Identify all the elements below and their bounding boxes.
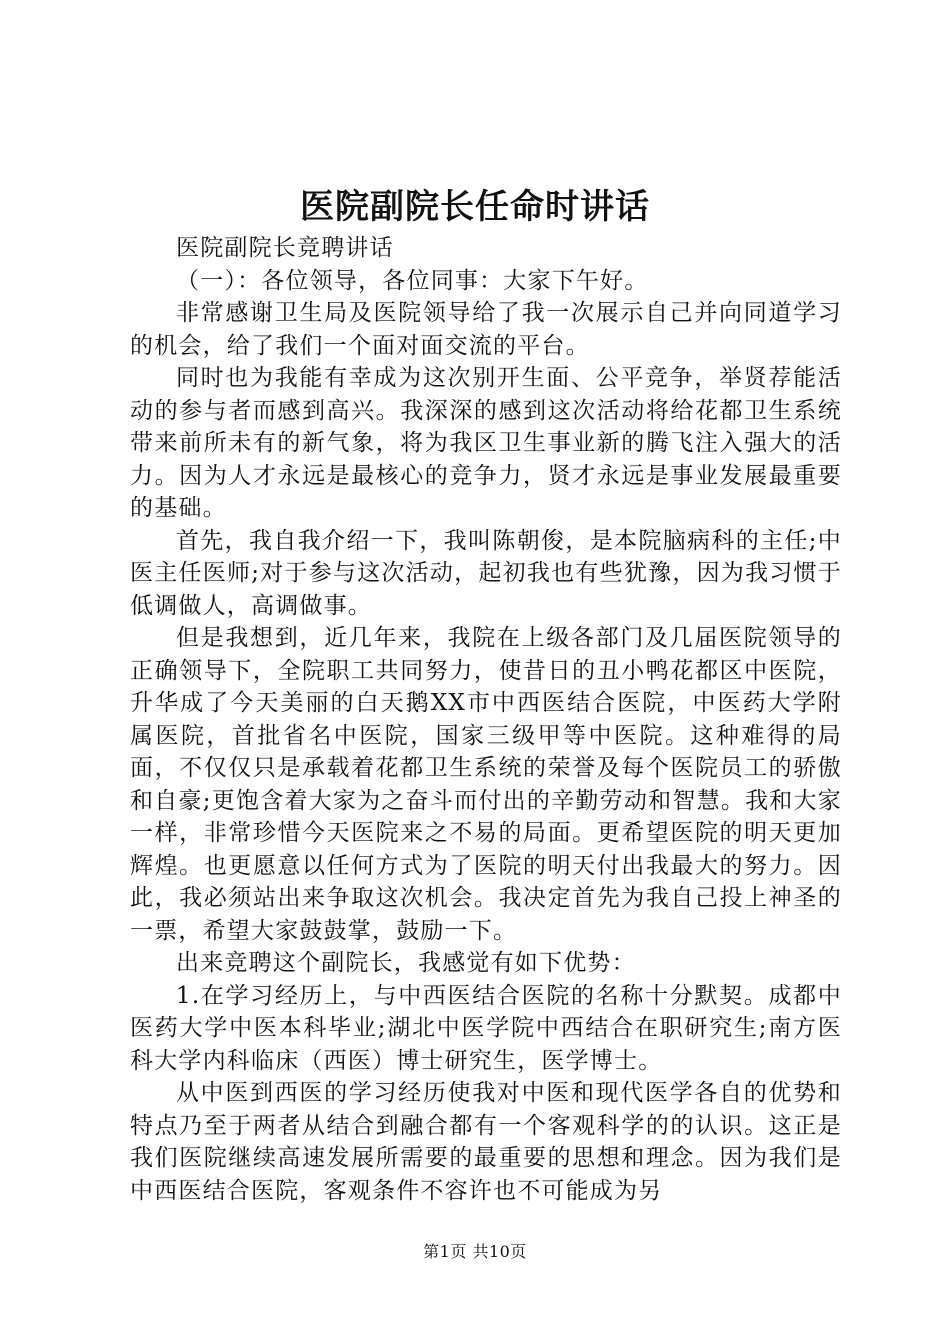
paragraph: 从中医到西医的学习经历使我对中医和现代医学各自的优势和特点乃至于两者从结合到融合都有一个客观科学的的认识。这正是我们医院继续高速发展所需要的最重要的思想和理念。因为我们是中西医结合医院，客观条件不容许也不可能成为另 [130,1080,842,1204]
paragraph: 医院副院长竞聘讲话 [176,235,394,261]
paragraph: 1.在学习经历上，与中西医结合医院的名称十分默契。成都中医药大学中医本科毕业;湖北中医学院中西结合在职研究生;南方医科大学内科临床（西医）博士研究生，医学博士。 [130,982,842,1074]
paragraph: 同时也为我能有幸成为这次别开生面、公平竞争，举贤荐能活动的参与者而感到高兴。我深深的感到这次活动将给花都卫生系统带来前所未有的新气象，将为我区卫生事业新的腾飞注入强大的活力。因为人才永远是最核心的竞争力，贤才永远是事业发展最重要的基础。 [130,365,842,521]
document-body [130,232,842,1207]
page-footer: 第1页 共10页 [423,1242,527,1261]
paragraph: 但是我想到，近几年来，我院在上级各部门及几届医院领导的正确领导下，全院职工共同努力，使昔日的丑小鸭花都区中医院，升华成了今天美丽的白天鹅XX市中西医结合医院，中医药大学附属医院，首批省名中医院，国家三级甲等中医院。这种难得的局面，不仅仅只是承载着花都卫生系统的荣誉及每个医院员工的骄傲和自豪;更饱含着大家为之奋斗而付出的辛勤劳动和智慧。我和大家一样，非常珍惜今天医院来之不易的局面。更希望医院的明天更加辉煌。也更愿意以任何方式为了医院的明天付出我最大的努力。因此，我必须站出来争取这次机会。我决定首先为我自己投上神圣的一票，希望大家鼓鼓掌，鼓励一下。 [130,625,842,944]
document-title: 医院副院长任命时讲话 [300,187,650,227]
paragraph: 首先，我自我介绍一下，我叫陈朝俊，是本院脑病科的主任;中医主任医师;对于参与这次活动，起初我也有些犹豫，因为我习惯于低调做人，高调做事。 [130,527,842,619]
paragraph: （一）：各位领导，各位同事：大家下午好。 [176,267,649,294]
paragraph: 非常感谢卫生局及医院领导给了我一次展示自己并向同道学习的机会，给了我们一个面对面交流的平台。 [130,300,842,359]
paragraph: 出来竞聘这个副院长，我感觉有如下优势： [176,950,636,976]
